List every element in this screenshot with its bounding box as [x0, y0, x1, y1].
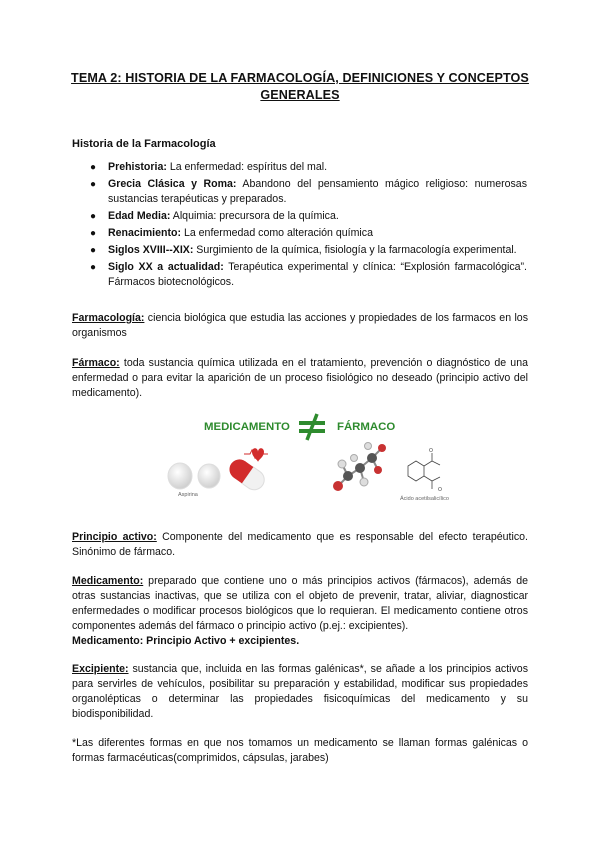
- list-item: ● Siglos XVIII--XIX: Surgimiento de la química, fisiología y la farmacología experimental.: [90, 244, 517, 256]
- definition-farmaco: Fármaco: toda sustancia química utilizada en el tratamiento, prevención o diagnóstico de una enfermedad o para evitar la aparición de un proceso fisiológico no deseado (principio activo del medicamento).: [72, 357, 528, 399]
- definition-farmacologia: Farmacología: ciencia biológica que estudia las acciones y propiedades de los farmacos en los organismos: [72, 312, 528, 339]
- svg-text:O: O: [438, 487, 442, 493]
- definition-medicamento: Medicamento: preparado que contiene uno o más principios activos (fármacos), además de otras sustancias inactivas, que se utiliza con el objeto de prevenir, tratar, aliviar, diagnosticar enfermedades o modificar procesos biológicos que lo requieran. El medicamento contiene otros componentes además del fármaco o principio activo (p.ej.: excipientes). Medicamento: Principio Activo + excipientes.: [72, 575, 528, 647]
- footnote: *Las diferentes formas en que nos tomamos un medicamento se llaman formas galénicas o formas farmacéuticas(comprimidos, cápsulas, jarabes): [72, 737, 528, 764]
- aspirina-caption: Aspirina: [178, 492, 198, 498]
- structural-formula-image: [396, 444, 444, 494]
- bullet-icon: ●: [90, 162, 97, 173]
- medicamento-formula: Medicamento: Principio Activo + excipientes.: [72, 635, 300, 647]
- medicamento-label: MEDICAMENTO: [204, 421, 290, 433]
- svg-text:O: O: [429, 448, 433, 454]
- list-item: ● Renacimiento: La enfermedad como alteración química: [90, 227, 373, 239]
- list-item: ● Prehistoria: La enfermedad: espíritus del mal.: [90, 161, 328, 173]
- bullet-icon: ●: [90, 211, 97, 222]
- history-list: [72, 160, 527, 292]
- not-equal-icon: [295, 412, 329, 442]
- definition-principio-activo: Principio activo: Componente del medicamento que es responsable del efecto terapéutico. Sinónimo de fármaco.: [72, 531, 528, 558]
- molecule-3d-image: [328, 438, 390, 498]
- bullet-icon: ●: [90, 228, 97, 239]
- bullet-icon: ●: [90, 179, 97, 190]
- acido-caption: Ácido acetilsalicílico: [400, 496, 449, 502]
- list-item: ● Edad Media: Alquimia: precursora de la química.: [90, 210, 339, 222]
- list-item: ● Siglo XX a actualidad: Terapéutica experimental y clínica: “Explosión farmacológica”. Fármacos biotecnológicos.: [90, 261, 527, 288]
- list-item: ● Grecia Clásica y Roma: Abandono del pensamiento mágico religioso: numerosas sustancias terapéuticas y preparados.: [90, 178, 527, 205]
- bullet-icon: ●: [90, 262, 97, 273]
- definition-excipiente: Excipiente: sustancia que, incluida en las formas galénicas*, se añade a los principios activos para servirles de vehículos, posibilitar su preparación y estabilidad, modificar sus propiedades organolépticas o determinar las propiedades fisicoquímicas del medicamento y su biodisponibilidad.: [72, 663, 528, 720]
- farmaco-label: FÁRMACO: [337, 421, 396, 433]
- page-title: TEMA 2: HISTORIA DE LA FARMACOLOGÍA, DEFINICIONES Y CONCEPTOS GENERALES: [71, 71, 529, 102]
- medicamento-vs-farmaco-diagram: [160, 412, 450, 512]
- history-heading: Historia de la Farmacología: [72, 138, 216, 150]
- bullet-icon: ●: [90, 245, 97, 256]
